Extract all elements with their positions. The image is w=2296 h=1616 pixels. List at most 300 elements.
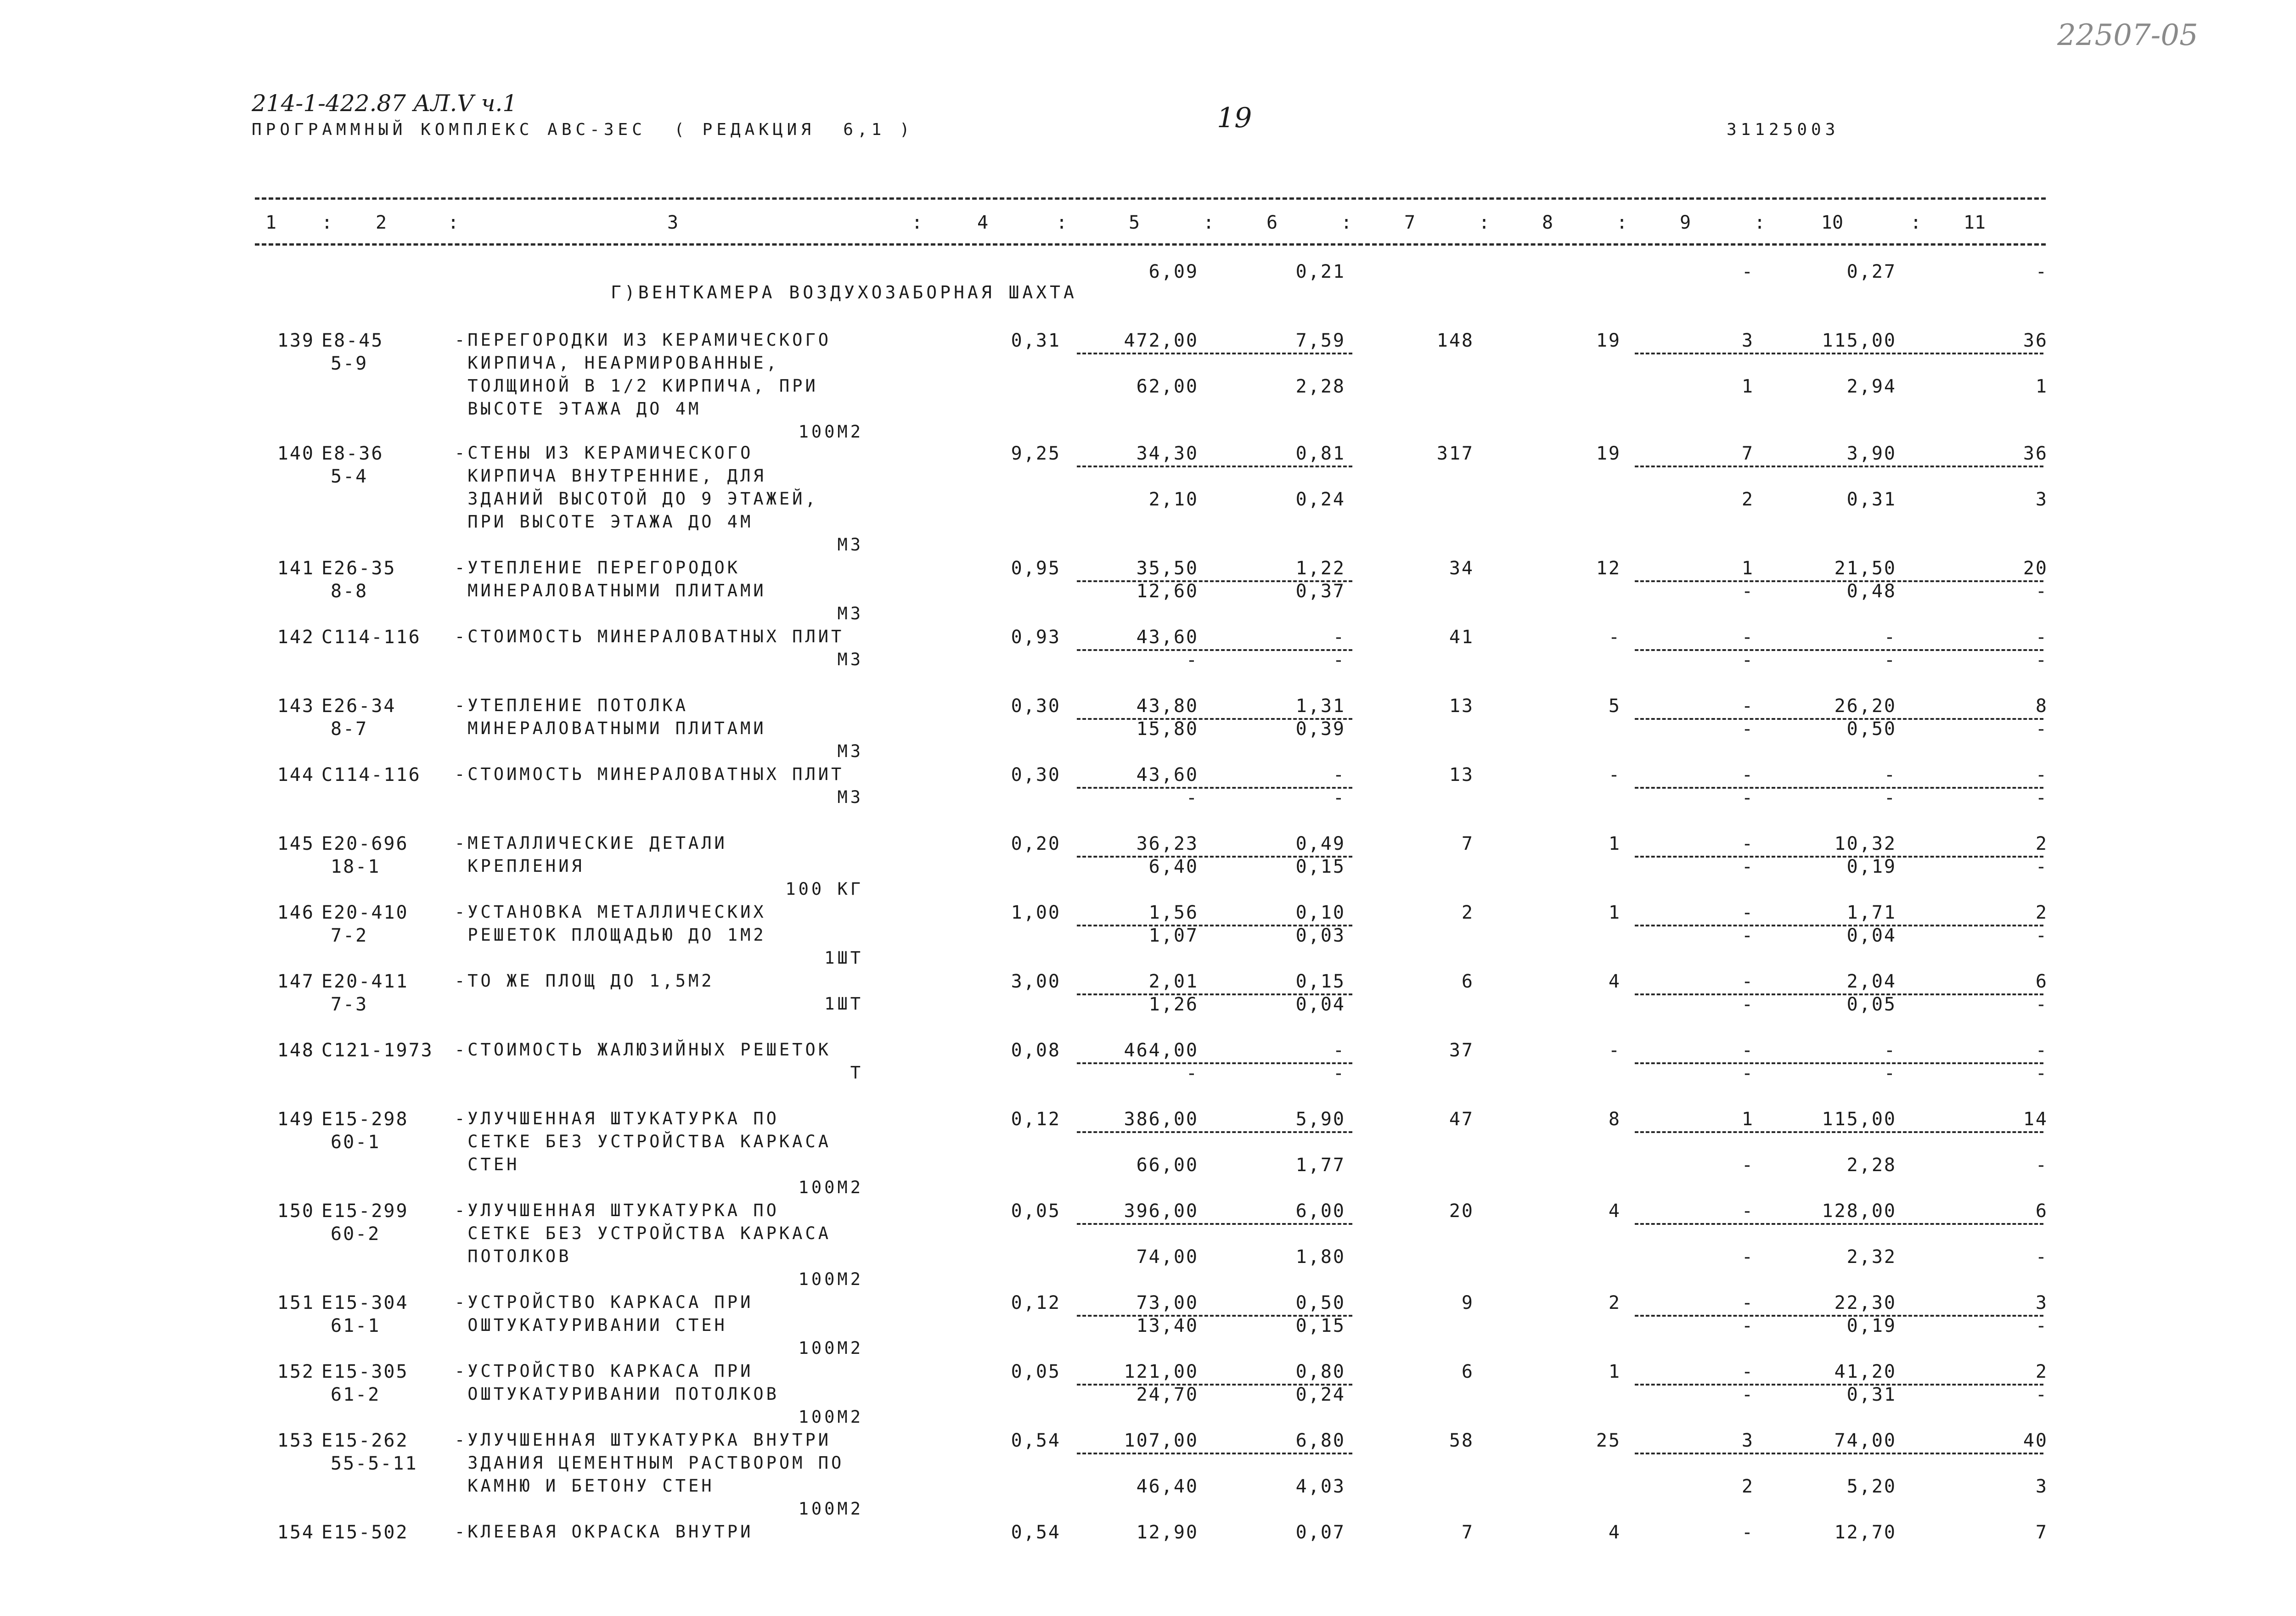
column-header-11: 11 [1963,212,1986,233]
labor-unit: 12,70 [1834,1522,1896,1543]
unit-machine-wage: - [1333,787,1345,808]
work-description: СЕТКЕ БЕЗ УСТРОЙСТВА КАРКАСА [455,1132,832,1151]
labor-unit-machine: 2,32 [1846,1246,1896,1268]
labor-hours: 2 [2035,902,2048,923]
unit-machine-wage: - [1333,650,1345,671]
unit-machine-cost: 0,80 [1295,1361,1345,1382]
work-description: -УТЕПЛЕНИЕ ПЕРЕГОРОДОК [455,558,741,578]
rate-code: 5-9 [331,353,368,374]
column-header-3: 3 [667,212,679,233]
unit-machine-wage: 0,15 [1295,856,1345,877]
subtotal-dash-rule [1077,1223,1352,1225]
row-number: 142 [277,627,315,648]
rate-code: Е15-304 [321,1292,409,1313]
labor-unit-machine: 0,19 [1846,856,1896,877]
row-number: 140 [277,443,315,464]
program-title: ПРОГРАММНЫЙ КОМПЛЕКС АВС-3ЕС ( РЕДАКЦИЯ 6,1 ) [252,120,914,139]
machine-total: - [1741,1361,1754,1382]
labor-hours-machine: - [2035,1384,2048,1405]
unit-cost: 121,00 [1124,1361,1199,1382]
column-separator: : [1056,212,1068,233]
labor-unit-machine: 0,05 [1846,994,1896,1015]
rate-code: Е8-45 [321,330,384,351]
machine-total: - [1741,1292,1754,1313]
unit-cost: 472,00 [1124,330,1199,351]
measure-unit: 100М2 [798,1338,863,1358]
work-description: СЕТКЕ БЕЗ УСТРОЙСТВА КАРКАСА [455,1223,832,1243]
unit-wage-cost: 12,60 [1136,581,1199,602]
work-description: МИНЕРАЛОВАТНЫМИ ПЛИТАМИ [455,718,766,738]
machine-total: 7 [1741,443,1754,464]
labor-hours-machine: - [2035,1246,2048,1268]
labor-total: - [1608,627,1621,648]
labor-hours-machine: 1 [2035,376,2048,397]
measure-unit: 100М2 [798,1499,863,1519]
unit-wage-cost: 1,26 [1148,994,1199,1015]
work-description: -УСТРОЙСТВО КАРКАСА ПРИ [455,1292,754,1312]
machine-wage-total: - [1741,1063,1754,1084]
labor-total: 19 [1596,443,1621,464]
labor-hours: 6 [2035,1201,2048,1222]
total-cost: 148 [1436,330,1474,351]
unit-wage-cost: 62,00 [1136,376,1199,397]
labor-total: - [1608,1040,1621,1061]
machine-total: 3 [1741,1430,1754,1451]
rate-code: Е26-35 [321,558,396,579]
labor-total: 4 [1608,1201,1621,1222]
work-description: МИНЕРАЛОВАТНЫМИ ПЛИТАМИ [455,581,766,600]
machine-total: 1 [1741,1109,1754,1130]
unit-machine-wage: 0,37 [1295,581,1345,602]
machine-wage-total: - [1741,925,1754,946]
labor-unit: 128,00 [1822,1201,1896,1222]
row-number: 147 [277,971,315,992]
subtotal-dash-rule [1635,1223,2043,1225]
labor-hours-machine: - [2035,718,2048,740]
machine-total: - [1741,764,1754,786]
measure-unit: 100М2 [798,1178,863,1197]
row-number: 148 [277,1040,315,1061]
unit-wage-cost: 2,10 [1148,489,1199,510]
document-id: 31125003 [1727,120,1840,139]
unit-wage-cost: 6,40 [1148,856,1199,877]
rate-code: Е26-34 [321,696,396,717]
rate-code: Е20-411 [321,971,409,992]
labor-hours-machine: 3 [2035,489,2048,510]
measure-unit: М3 [837,535,863,555]
unit-machine-cost: 7,59 [1295,330,1345,351]
labor-total: 12 [1596,558,1621,579]
labor-unit-machine: 0,31 [1846,489,1896,510]
labor-total: 4 [1608,1522,1621,1543]
labor-unit-machine: - [1884,650,1896,671]
subtotal-dash-rule [1635,1453,2043,1454]
work-description: КИРПИЧА, НЕАРМИРОВАННЫЕ, [455,353,779,373]
labor-hours: 6 [2035,971,2048,992]
labor-hours-machine: - [2035,856,2048,877]
section-title: Г)ВЕНТКАМЕРА ВОЗДУХОЗАБОРНАЯ ШАХТА [611,282,1077,303]
column-header-1: 1 [265,212,277,233]
rate-code: Е15-298 [321,1109,409,1130]
column-header-8: 8 [1542,212,1553,233]
labor-unit: 10,32 [1834,833,1896,854]
work-description: -УЛУЧШЕННАЯ ШТУКАТУРКА ВНУТРИ [455,1430,832,1450]
labor-unit: 1,71 [1846,902,1896,923]
machine-wage-total: - [1741,581,1754,602]
labor-unit: 74,00 [1834,1430,1896,1451]
unit-machine-cost: 1,22 [1295,558,1345,579]
work-description: -КЛЕЕВАЯ ОКРАСКА ВНУТРИ [455,1522,754,1542]
labor-unit: 3,90 [1846,443,1896,464]
unit-machine-wage: 0,03 [1295,925,1345,946]
quantity: 0,05 [1011,1361,1061,1382]
work-description: -ПЕРЕГОРОДКИ ИЗ КЕРАМИЧЕСКОГО [455,330,832,350]
total-cost: 13 [1449,696,1474,717]
work-description: -СТЕНЫ ИЗ КЕРАМИЧЕСКОГО [455,443,754,463]
unit-wage-cost: - [1186,1063,1199,1084]
labor-unit: 41,20 [1834,1361,1896,1382]
column-separator: : [1479,212,1490,233]
unit-machine-cost: 6,80 [1295,1430,1345,1451]
rate-code: С114-116 [321,627,421,648]
labor-hours: 36 [2023,330,2048,351]
unit-machine-cost: - [1333,627,1345,648]
unit-cost: 464,00 [1124,1040,1199,1061]
machine-wage-total: - [1741,787,1754,808]
machine-total: - [1741,696,1754,717]
quantity: 0,31 [1011,330,1061,351]
machine-total: - [1741,1201,1754,1222]
machine-wage-total: - [1741,718,1754,740]
work-description: -УЛУЧШЕННАЯ ШТУКАТУРКА ПО [455,1109,779,1128]
column-header-4: 4 [977,212,989,233]
unit-wage-cost: 46,40 [1136,1476,1199,1497]
total-cost: 13 [1449,764,1474,786]
work-description: КРЕПЛЕНИЯ [455,856,585,876]
rate-code: Е8-36 [321,443,384,464]
unit-cost: 2,01 [1148,971,1199,992]
subtotal-dash-rule [1635,466,2043,467]
unit-wage-cost: 15,80 [1136,718,1199,740]
rate-code: С114-116 [321,764,421,786]
unit-wage-cost: 1,07 [1148,925,1199,946]
quantity: 9,25 [1011,443,1061,464]
unit-machine-wage: 2,28 [1295,376,1345,397]
total-cost: 9 [1461,1292,1474,1313]
column-header-6: 6 [1266,212,1278,233]
quantity: 0,20 [1011,833,1061,854]
labor-hours: 7 [2035,1522,2048,1543]
work-description: -СТОИМОСТЬ МИНЕРАЛОВАТНЫХ ПЛИТ [455,764,844,784]
labor-unit-machine: 2,94 [1846,376,1896,397]
carry-c9: - [1741,261,1754,282]
quantity: 0,95 [1011,558,1061,579]
work-description: ЗДАНИЙ ВЫСОТОЙ ДО 9 ЭТАЖЕЙ, [455,489,818,509]
machine-total: 1 [1741,558,1754,579]
row-number: 149 [277,1109,315,1130]
machine-wage-total: - [1741,1246,1754,1268]
work-description: -УСТРОЙСТВО КАРКАСА ПРИ [455,1361,754,1381]
labor-unit: 21,50 [1834,558,1896,579]
machine-wage-total: - [1741,1155,1754,1176]
unit-machine-wage: 0,39 [1295,718,1345,740]
labor-hours: 40 [2023,1430,2048,1451]
labor-unit: 22,30 [1834,1292,1896,1313]
work-description: ЗДАНИЯ ЦЕМЕНТНЫМ РАСТВОРОМ ПО [455,1453,844,1473]
labor-hours: 3 [2035,1292,2048,1313]
labor-unit: - [1884,764,1896,786]
unit-machine-cost: 0,07 [1295,1522,1345,1543]
labor-unit: 26,20 [1834,696,1896,717]
work-description: ПРИ ВЫСОТЕ ЭТАЖА ДО 4М [455,512,754,532]
labor-unit: 2,04 [1846,971,1896,992]
column-header-7: 7 [1404,212,1416,233]
rate-code: Е15-262 [321,1430,409,1451]
column-header-2: 2 [375,212,387,233]
total-cost: 34 [1449,558,1474,579]
total-cost: 47 [1449,1109,1474,1130]
labor-unit-machine: 0,31 [1846,1384,1896,1405]
row-number: 152 [277,1361,315,1382]
unit-machine-cost: - [1333,764,1345,786]
work-description: ВЫСОТЕ ЭТАЖА ДО 4М [455,399,702,419]
unit-cost: 107,00 [1124,1430,1199,1451]
unit-machine-cost: - [1333,1040,1345,1061]
work-description: -УЛУЧШЕННАЯ ШТУКАТУРКА ПО [455,1201,779,1220]
unit-wage-cost: 74,00 [1136,1246,1199,1268]
labor-unit: - [1884,1040,1896,1061]
subtotal-dash-rule [1077,1453,1352,1454]
row-number: 141 [277,558,315,579]
measure-unit: М3 [837,650,863,669]
rate-code: 60-1 [331,1132,381,1153]
work-description: КАМНЮ И БЕТОНУ СТЕН [455,1476,715,1496]
unit-machine-wage: - [1333,1063,1345,1084]
unit-machine-cost: 0,10 [1295,902,1345,923]
unit-wage-cost: 24,70 [1136,1384,1199,1405]
measure-unit: 100М2 [798,1407,863,1427]
work-description: -МЕТАЛЛИЧЕСКИЕ ДЕТАЛИ [455,833,727,853]
total-cost: 20 [1449,1201,1474,1222]
row-number: 153 [277,1430,315,1451]
measure-unit: 1ШТ [824,994,863,1014]
unit-wage-cost: 66,00 [1136,1155,1199,1176]
unit-machine-wage: 1,77 [1295,1155,1345,1176]
work-description: ПОТОЛКОВ [455,1246,572,1266]
subtotal-dash-rule [1077,466,1352,467]
labor-unit: - [1884,627,1896,648]
measure-unit: 100 КГ [785,879,863,899]
rate-code: Е20-696 [321,833,409,854]
labor-total: 1 [1608,1361,1621,1382]
unit-cost: 36,23 [1136,833,1199,854]
labor-total: 25 [1596,1430,1621,1451]
measure-unit: М3 [837,604,863,623]
quantity: 0,54 [1011,1430,1061,1451]
unit-machine-cost: 0,81 [1295,443,1345,464]
labor-hours-machine: - [2035,787,2048,808]
labor-hours-machine: - [2035,650,2048,671]
rate-code: 60-2 [331,1223,381,1245]
work-description: РЕШЕТОК ПЛОЩАДЬЮ ДО 1М2 [455,925,766,945]
labor-total: 5 [1608,696,1621,717]
quantity: 0,93 [1011,627,1061,648]
row-number: 146 [277,902,315,923]
labor-hours-machine: - [2035,1063,2048,1084]
total-cost: 317 [1436,443,1474,464]
unit-cost: 12,90 [1136,1522,1199,1543]
labor-hours: 2 [2035,833,2048,854]
rate-code: 5-4 [331,466,368,487]
unit-machine-wage: 0,24 [1295,1384,1345,1405]
header-bottom-rule [255,243,2046,246]
subtotal-dash-rule [1635,353,2043,354]
measure-unit: 1ШТ [824,948,863,968]
labor-unit: 115,00 [1822,330,1896,351]
work-description: ТОЛЩИНОЙ В 1/2 КИРПИЧА, ПРИ [455,376,818,396]
column-separator: : [1203,212,1215,233]
labor-hours: - [2035,1040,2048,1061]
column-separator: : [321,212,333,233]
document-code: 214-1-422.87 АЛ.V ч.1 [252,90,518,117]
machine-wage-total: - [1741,994,1754,1015]
column-separator: : [1341,212,1352,233]
rate-code: 18-1 [331,856,381,877]
machine-total: - [1741,627,1754,648]
labor-hours: 2 [2035,1361,2048,1382]
work-description: -СТОИМОСТЬ МИНЕРАЛОВАТНЫХ ПЛИТ [455,627,844,646]
unit-cost: 43,80 [1136,696,1199,717]
machine-total: 3 [1741,330,1754,351]
machine-total: - [1741,1040,1754,1061]
row-number: 139 [277,330,315,351]
subtotal-dash-rule [1635,1131,2043,1133]
unit-machine-wage: 0,04 [1295,994,1345,1015]
corner-archive-mark: 22507-05 [2057,18,2198,52]
labor-hours: - [2035,627,2048,648]
machine-total: - [1741,833,1754,854]
unit-wage-cost: - [1186,787,1199,808]
work-description: КИРПИЧА ВНУТРЕННИЕ, ДЛЯ [455,466,766,486]
unit-cost: 396,00 [1124,1201,1199,1222]
unit-wage-cost: 13,40 [1136,1315,1199,1336]
rate-code: 7-2 [331,925,368,946]
measure-unit: М3 [837,787,863,807]
machine-wage-total: 1 [1741,376,1754,397]
measure-unit: 100М2 [798,422,863,442]
total-cost: 37 [1449,1040,1474,1061]
unit-machine-wage: 0,15 [1295,1315,1345,1336]
labor-unit-machine: 5,20 [1846,1476,1896,1497]
work-description: СТЕН [455,1155,520,1174]
total-cost: 6 [1461,1361,1474,1382]
work-description: -УСТАНОВКА МЕТАЛЛИЧЕСКИХ [455,902,766,922]
column-separator: : [1754,212,1766,233]
row-number: 145 [277,833,315,854]
labor-hours: 14 [2023,1109,2048,1130]
total-cost: 7 [1461,1522,1474,1543]
machine-wage-total: 2 [1741,1476,1754,1497]
unit-cost: 43,60 [1136,627,1199,648]
work-description: -ТО ЖЕ ПЛОЩ ДО 1,5М2 [455,971,715,991]
rate-code: Е20-410 [321,902,409,923]
rate-code: 7-3 [331,994,368,1015]
quantity: 0,30 [1011,696,1061,717]
machine-total: - [1741,971,1754,992]
labor-hours-machine: - [2035,925,2048,946]
carry-c11: - [2035,261,2048,282]
labor-total: - [1608,764,1621,786]
labor-hours: 20 [2023,558,2048,579]
column-separator: : [1616,212,1628,233]
work-description: ОШТУКАТУРИВАНИИ ПОТОЛКОВ [455,1384,779,1404]
rate-code: Е15-299 [321,1201,409,1222]
unit-machine-wage: 1,80 [1295,1246,1345,1268]
labor-unit-machine: 0,50 [1846,718,1896,740]
rate-code: 55-5-11 [331,1453,418,1474]
header-top-rule [255,197,2046,200]
labor-hours-machine: - [2035,1315,2048,1336]
row-number: 143 [277,696,315,717]
column-separator: : [912,212,923,233]
total-cost: 2 [1461,902,1474,923]
quantity: 0,12 [1011,1292,1061,1313]
unit-machine-wage: 0,24 [1295,489,1345,510]
column-separator: : [448,212,459,233]
total-cost: 7 [1461,833,1474,854]
labor-total: 4 [1608,971,1621,992]
quantity: 3,00 [1011,971,1061,992]
unit-machine-cost: 1,31 [1295,696,1345,717]
carry-c5: 6,09 [1148,261,1199,282]
machine-wage-total: - [1741,856,1754,877]
rate-code: Е15-305 [321,1361,409,1382]
quantity: 0,30 [1011,764,1061,786]
quantity: 0,54 [1011,1522,1061,1543]
unit-machine-cost: 0,50 [1295,1292,1345,1313]
work-description: -СТОИМОСТЬ ЖАЛЮЗИЙНЫХ РЕШЕТОК [455,1040,832,1060]
unit-cost: 43,60 [1136,764,1199,786]
machine-wage-total: - [1741,1315,1754,1336]
rate-code: 61-1 [331,1315,381,1336]
machine-total: - [1741,1522,1754,1543]
unit-cost: 35,50 [1136,558,1199,579]
labor-unit: 115,00 [1822,1109,1896,1130]
labor-unit-machine: 2,28 [1846,1155,1896,1176]
rate-code: 61-2 [331,1384,381,1405]
page-number: 19 [1217,102,1252,134]
unit-machine-cost: 5,90 [1295,1109,1345,1130]
subtotal-dash-rule [1077,353,1352,354]
rate-code: 8-7 [331,718,368,740]
unit-cost: 386,00 [1124,1109,1199,1130]
rate-code: 8-8 [331,581,368,602]
machine-wage-total: - [1741,650,1754,671]
row-number: 151 [277,1292,315,1313]
unit-machine-cost: 0,49 [1295,833,1345,854]
machine-wage-total: 2 [1741,489,1754,510]
work-description: ОШТУКАТУРИВАНИИ СТЕН [455,1315,727,1335]
machine-wage-total: - [1741,1384,1754,1405]
unit-wage-cost: - [1186,650,1199,671]
row-number: 150 [277,1201,315,1222]
subtotal-dash-rule [1077,1131,1352,1133]
unit-machine-cost: 6,00 [1295,1201,1345,1222]
column-header-5: 5 [1128,212,1140,233]
quantity: 0,08 [1011,1040,1061,1061]
measure-unit: Т [850,1063,863,1083]
labor-hours-machine: 3 [2035,1476,2048,1497]
